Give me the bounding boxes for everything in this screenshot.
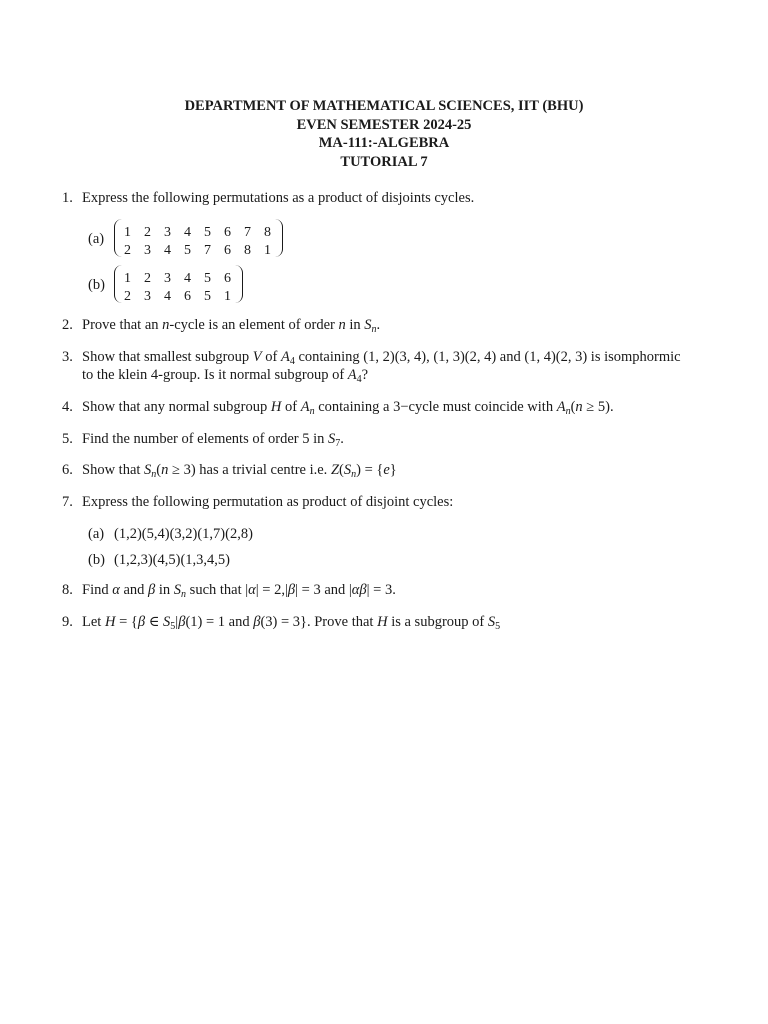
- text-segment: ≥ 3) has a trivial centre i.e.: [168, 462, 331, 478]
- math-subscript: 5: [495, 621, 501, 632]
- math-subscript: 4: [356, 374, 362, 385]
- matrix-cell: 3: [144, 289, 151, 304]
- text-segment: and: [119, 582, 149, 598]
- text-segment: Find the number of elements of order 5 in: [82, 431, 329, 447]
- text-segment: Let: [82, 614, 105, 630]
- question-continuation: [82, 366, 368, 389]
- text-segment: of: [281, 399, 301, 415]
- math-var: n: [575, 399, 583, 415]
- text-segment: ≥ 5).: [582, 399, 614, 415]
- question-7: [62, 493, 453, 511]
- text-segment: containing a 3−cycle must coincide with: [314, 399, 557, 415]
- left-paren: [114, 219, 123, 257]
- matrix-cell: 1: [264, 243, 271, 258]
- math-var: A: [300, 399, 310, 415]
- text-segment: containing (1, 2)(3, 4), (1, 3)(2, 4) and (1, 4)(2, 3) is isomphormic: [294, 349, 681, 365]
- question-number: 4.: [62, 399, 73, 415]
- text-segment: Find: [82, 582, 113, 598]
- math-var: n: [161, 462, 169, 478]
- matrix-top-row: [124, 221, 284, 239]
- matrix-cell: 7: [244, 225, 251, 240]
- matrix-cell: 8: [264, 225, 271, 240]
- question-number: 9.: [62, 614, 73, 630]
- text-segment: Show that: [82, 462, 145, 478]
- math-var: S: [173, 582, 182, 598]
- question-3: [62, 348, 681, 385]
- question-2: [62, 316, 380, 339]
- matrix-cell: 2: [144, 225, 151, 240]
- matrix-cell: 1: [124, 225, 131, 240]
- question-8: [62, 581, 396, 604]
- math-var: A: [556, 399, 566, 415]
- matrix-cell: 4: [184, 271, 191, 286]
- matrix-cell: 8: [244, 243, 251, 258]
- text-segment: }: [389, 462, 397, 478]
- left-paren: [114, 265, 123, 303]
- text-segment: Show that any normal subgroup: [82, 399, 271, 415]
- text-segment: in: [155, 582, 174, 598]
- semester-title: EVEN SEMESTER 2024-25: [296, 116, 472, 133]
- math-var: S: [343, 462, 352, 478]
- math-var: S: [364, 317, 372, 333]
- matrix-cell: 1: [224, 289, 231, 304]
- course-title: MA-111:-ALGEBRA: [318, 135, 450, 151]
- question-number: 3.: [62, 349, 73, 365]
- tutorial-title: TUTORIAL 7: [340, 153, 428, 170]
- math-var: H: [104, 614, 116, 630]
- text-segment: Prove that an: [82, 317, 163, 333]
- permutation-matrix-b: [114, 267, 254, 305]
- matrix-cell: 5: [204, 271, 211, 286]
- matrix-cell: 3: [164, 271, 171, 286]
- subpart-label: (a): [88, 526, 105, 542]
- text-segment: |: [175, 614, 179, 630]
- math-var: β: [178, 614, 186, 630]
- matrix-cell: 2: [144, 271, 151, 286]
- matrix-cell: 6: [224, 271, 231, 286]
- text-segment: .: [340, 431, 344, 447]
- text-segment: = {: [115, 614, 138, 630]
- text-segment: in: [345, 317, 365, 333]
- matrix-cell: 5: [204, 289, 211, 304]
- matrix-cell: 7: [204, 243, 211, 258]
- text-segment: | = 2,|: [255, 582, 288, 598]
- matrix-top-row: [124, 267, 244, 285]
- math-subscript: n: [309, 406, 315, 417]
- subpart-label: (b): [88, 277, 105, 293]
- text-segment: is a subgroup of: [387, 614, 488, 630]
- math-var: αβ: [351, 582, 367, 598]
- math-var: α: [248, 582, 256, 598]
- math-var: S: [487, 614, 496, 630]
- math-subscript: 4: [289, 356, 295, 367]
- math-var: H: [270, 399, 282, 415]
- question-number: 5.: [62, 431, 73, 447]
- question-1: [62, 189, 474, 207]
- matrix-bottom-row: [124, 285, 244, 303]
- matrix-cell: 2: [124, 289, 131, 304]
- math-subscript: 7: [335, 438, 341, 449]
- text-segment: ∈: [145, 614, 164, 630]
- right-paren: [274, 219, 283, 257]
- matrix-cell: 3: [144, 243, 151, 258]
- question-5: [62, 430, 344, 453]
- question-number: 7.: [62, 494, 73, 510]
- text-segment: .: [376, 317, 381, 333]
- math-subscript: n: [181, 589, 187, 600]
- math-var: V: [252, 349, 262, 365]
- text-segment: to the klein 4-group. Is it normal subgroup of: [82, 367, 348, 383]
- right-paren: [234, 265, 243, 303]
- math-var: β: [287, 582, 296, 598]
- math-var: α: [112, 582, 120, 598]
- text-segment: ?: [361, 367, 369, 383]
- permutation-matrix-a: [114, 221, 294, 259]
- question-9: [62, 613, 500, 636]
- math-var: β: [148, 582, 156, 598]
- matrix-cell: 5: [184, 243, 191, 258]
- matrix-cell: 4: [164, 289, 171, 304]
- subpart-label: (a): [88, 231, 105, 247]
- question-6: [62, 461, 397, 484]
- document-header: [0, 97, 768, 171]
- subpart-text: (1,2)(5,4)(3,2)(1,7)(2,8): [114, 526, 253, 542]
- matrix-cell: 6: [224, 225, 231, 240]
- math-var: A: [280, 349, 290, 365]
- question-7b: [88, 551, 230, 569]
- math-var: n: [162, 317, 170, 333]
- math-subscript: n: [565, 406, 571, 417]
- text-segment: | = 3 and |: [295, 582, 352, 598]
- math-subscript: n: [351, 469, 357, 480]
- matrix-cell: 1: [124, 271, 131, 286]
- subpart-text: (1,2,3)(4,5)(1,3,4,5): [114, 552, 230, 568]
- math-subscript: 5: [170, 621, 176, 632]
- matrix-cell: 4: [164, 243, 171, 258]
- text-segment: (1) = 1 and: [185, 614, 254, 630]
- text-segment: of: [261, 349, 281, 365]
- question-text: Express the following permutations as a product of disjoints cycles.: [82, 190, 475, 206]
- question-4: [62, 398, 614, 421]
- math-var: A: [347, 367, 357, 383]
- text-segment: (3) = 3}. Prove that: [260, 614, 378, 630]
- question-text: Express the following permutation as product of disjoint cycles:: [82, 494, 454, 510]
- math-var: Z: [330, 462, 340, 478]
- text-segment: | = 3.: [366, 582, 396, 598]
- subpart-label: (b): [88, 552, 105, 568]
- matrix-cell: 3: [164, 225, 171, 240]
- math-var: H: [377, 614, 388, 630]
- text-segment: Show that smallest subgroup: [82, 349, 253, 365]
- math-var: n: [338, 317, 346, 333]
- text-segment: ) = {: [356, 462, 384, 478]
- math-var: β: [137, 614, 146, 630]
- question-7a: [88, 525, 253, 543]
- question-number: 8.: [62, 582, 73, 598]
- math-var: S: [144, 462, 152, 478]
- math-subscript: n: [371, 324, 377, 335]
- question-number: 2.: [62, 317, 73, 333]
- text-segment: (: [570, 399, 576, 415]
- matrix-bottom-row: [124, 239, 284, 257]
- text-segment: (: [156, 462, 162, 478]
- text-segment: -cycle is an element of order: [169, 317, 339, 333]
- text-segment: (: [339, 462, 344, 478]
- text-segment: such that |: [186, 582, 249, 598]
- department-title: DEPARTMENT OF MATHEMATICAL SCIENCES, IIT (BHU): [184, 98, 584, 114]
- math-var: S: [328, 431, 336, 447]
- question-number: 6.: [62, 462, 73, 478]
- math-var: e: [383, 462, 390, 478]
- math-subscript: n: [151, 469, 157, 480]
- matrix-cell: 4: [184, 225, 191, 240]
- matrix-cell: 5: [204, 225, 211, 240]
- matrix-cell: 2: [124, 243, 131, 258]
- math-var: S: [163, 614, 171, 630]
- matrix-cell: 6: [224, 243, 231, 258]
- question-number: 1.: [62, 190, 73, 206]
- math-var: β: [253, 614, 261, 630]
- matrix-cell: 6: [184, 289, 191, 304]
